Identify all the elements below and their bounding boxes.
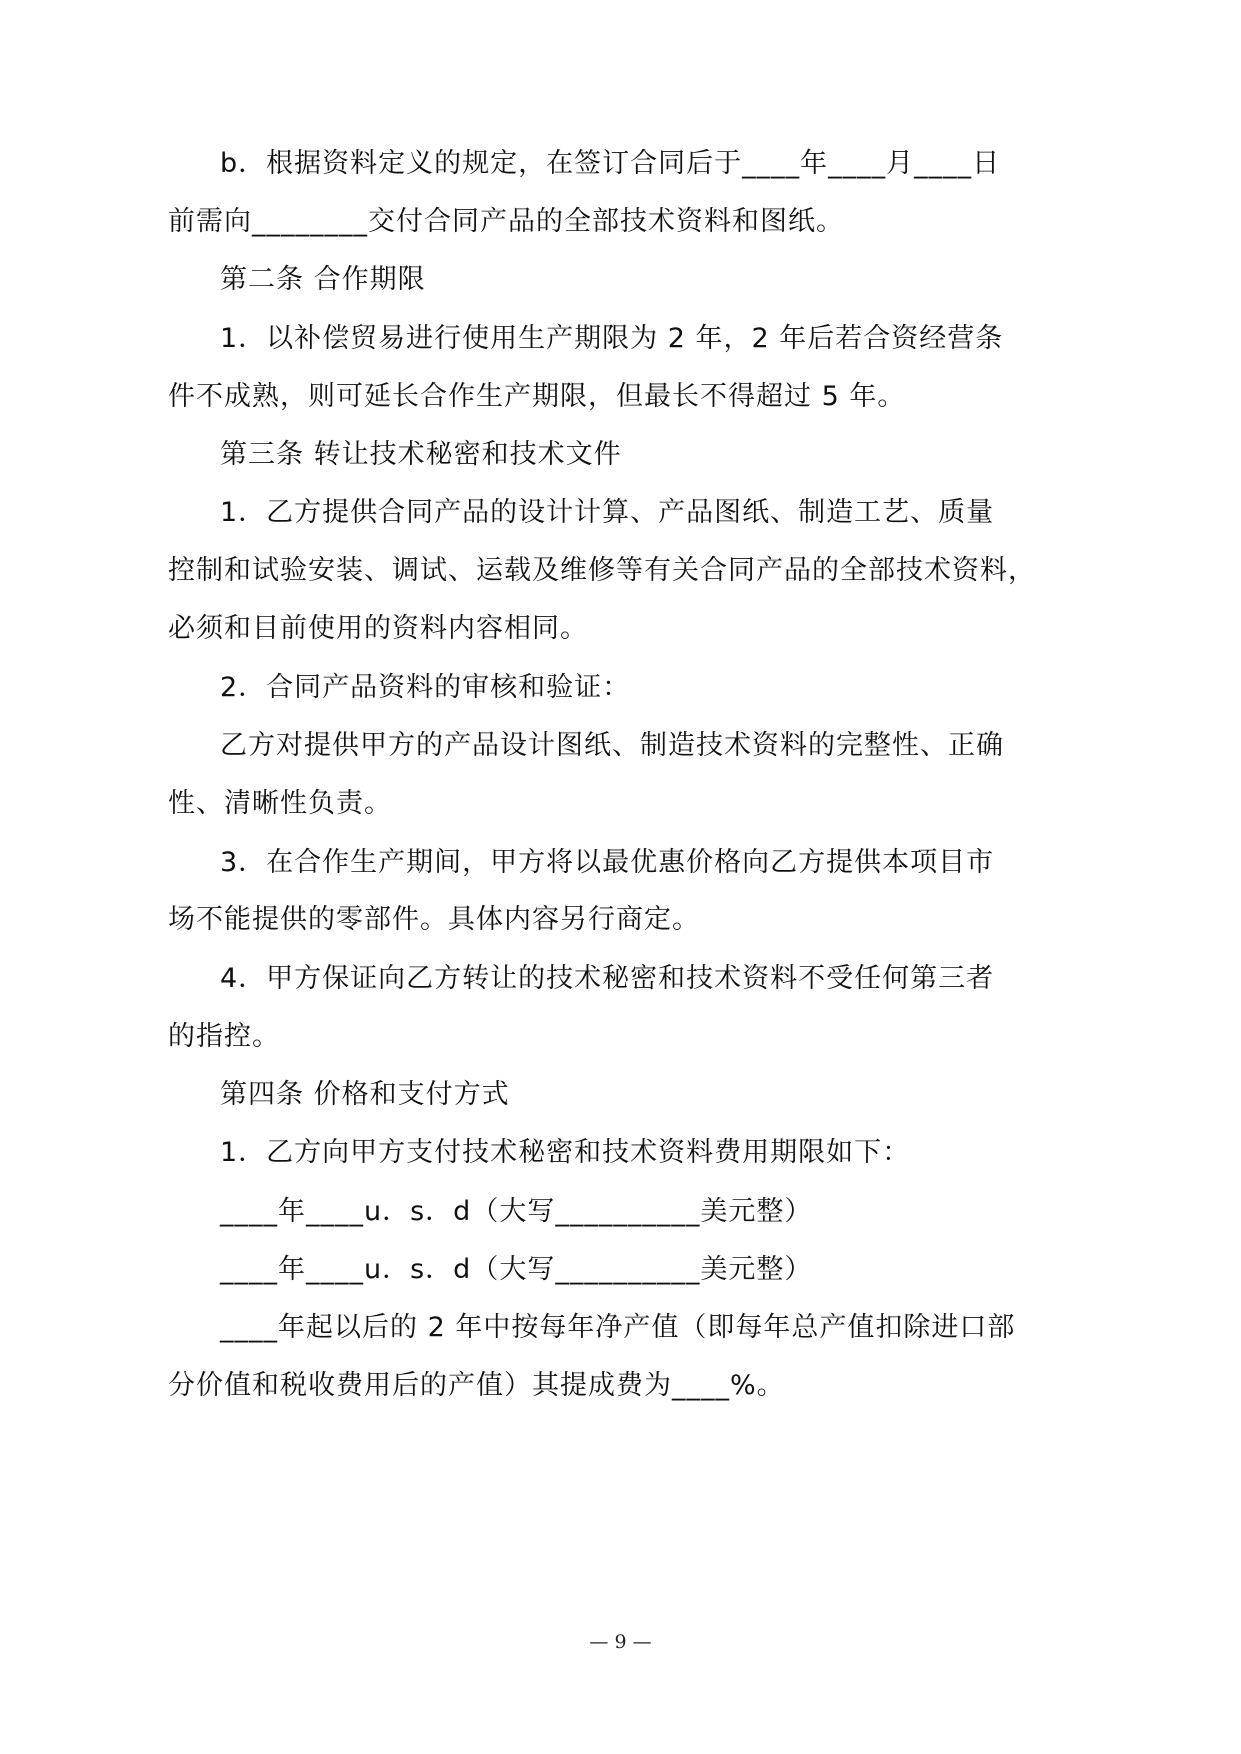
text-line: 1．乙方提供合同产品的设计计算、产品图纸、制造工艺、质量: [220, 497, 995, 528]
payment-line: ____年____u．s．d（大写__________美元整）: [220, 1196, 813, 1227]
text-line: 的指控。: [168, 1021, 280, 1052]
text-line: 前需向________交付合同产品的全部技术资料和图纸。: [168, 206, 844, 237]
text-line: 必须和目前使用的资料内容相同。: [168, 613, 588, 644]
text-line: 乙方对提供甲方的产品设计图纸、制造技术资料的完整性、正确: [220, 730, 1004, 761]
text-line: 件不成熟，则可延长合作生产期限，但最长不得超过 5 年。: [168, 381, 906, 412]
page-number: — 9 —: [589, 1631, 652, 1653]
text-line: 控制和试验安装、调试、运载及维修等有关合同产品的全部技术资料，: [168, 555, 1036, 586]
text-line: b．根据资料定义的规定，在签订合同后于____年____月____日: [220, 148, 1001, 179]
text-line: 分价值和税收费用后的产值）其提成费为____%。: [168, 1370, 785, 1401]
payment-line: ____年____u．s．d（大写__________美元整）: [220, 1254, 813, 1285]
text-line: 场不能提供的零部件。具体内容另行商定。: [168, 904, 700, 935]
text-line: ____年起以后的 2 年中按每年净产值（即每年总产值扣除进口部: [220, 1312, 1016, 1343]
text-line: 1．以补偿贸易进行使用生产期限为 2 年，2 年后若合资经营条: [220, 323, 1004, 354]
text-line: 1．乙方向甲方支付技术秘密和技术资料费用期限如下：: [220, 1137, 911, 1168]
text-line: 2．合同产品资料的审核和验证：: [220, 672, 631, 703]
text-line: 4．甲方保证向乙方转让的技术秘密和技术资料不受任何第三者: [220, 963, 995, 994]
section-heading: 第三条 转让技术秘密和技术文件: [220, 439, 622, 470]
text-line: 性、清晰性负责。: [168, 788, 392, 819]
section-heading: 第四条 价格和支付方式: [220, 1079, 510, 1110]
text-line: 3．在合作生产期间，甲方将以最优惠价格向乙方提供本项目市: [220, 847, 995, 878]
section-heading: 第二条 合作期限: [220, 264, 426, 295]
